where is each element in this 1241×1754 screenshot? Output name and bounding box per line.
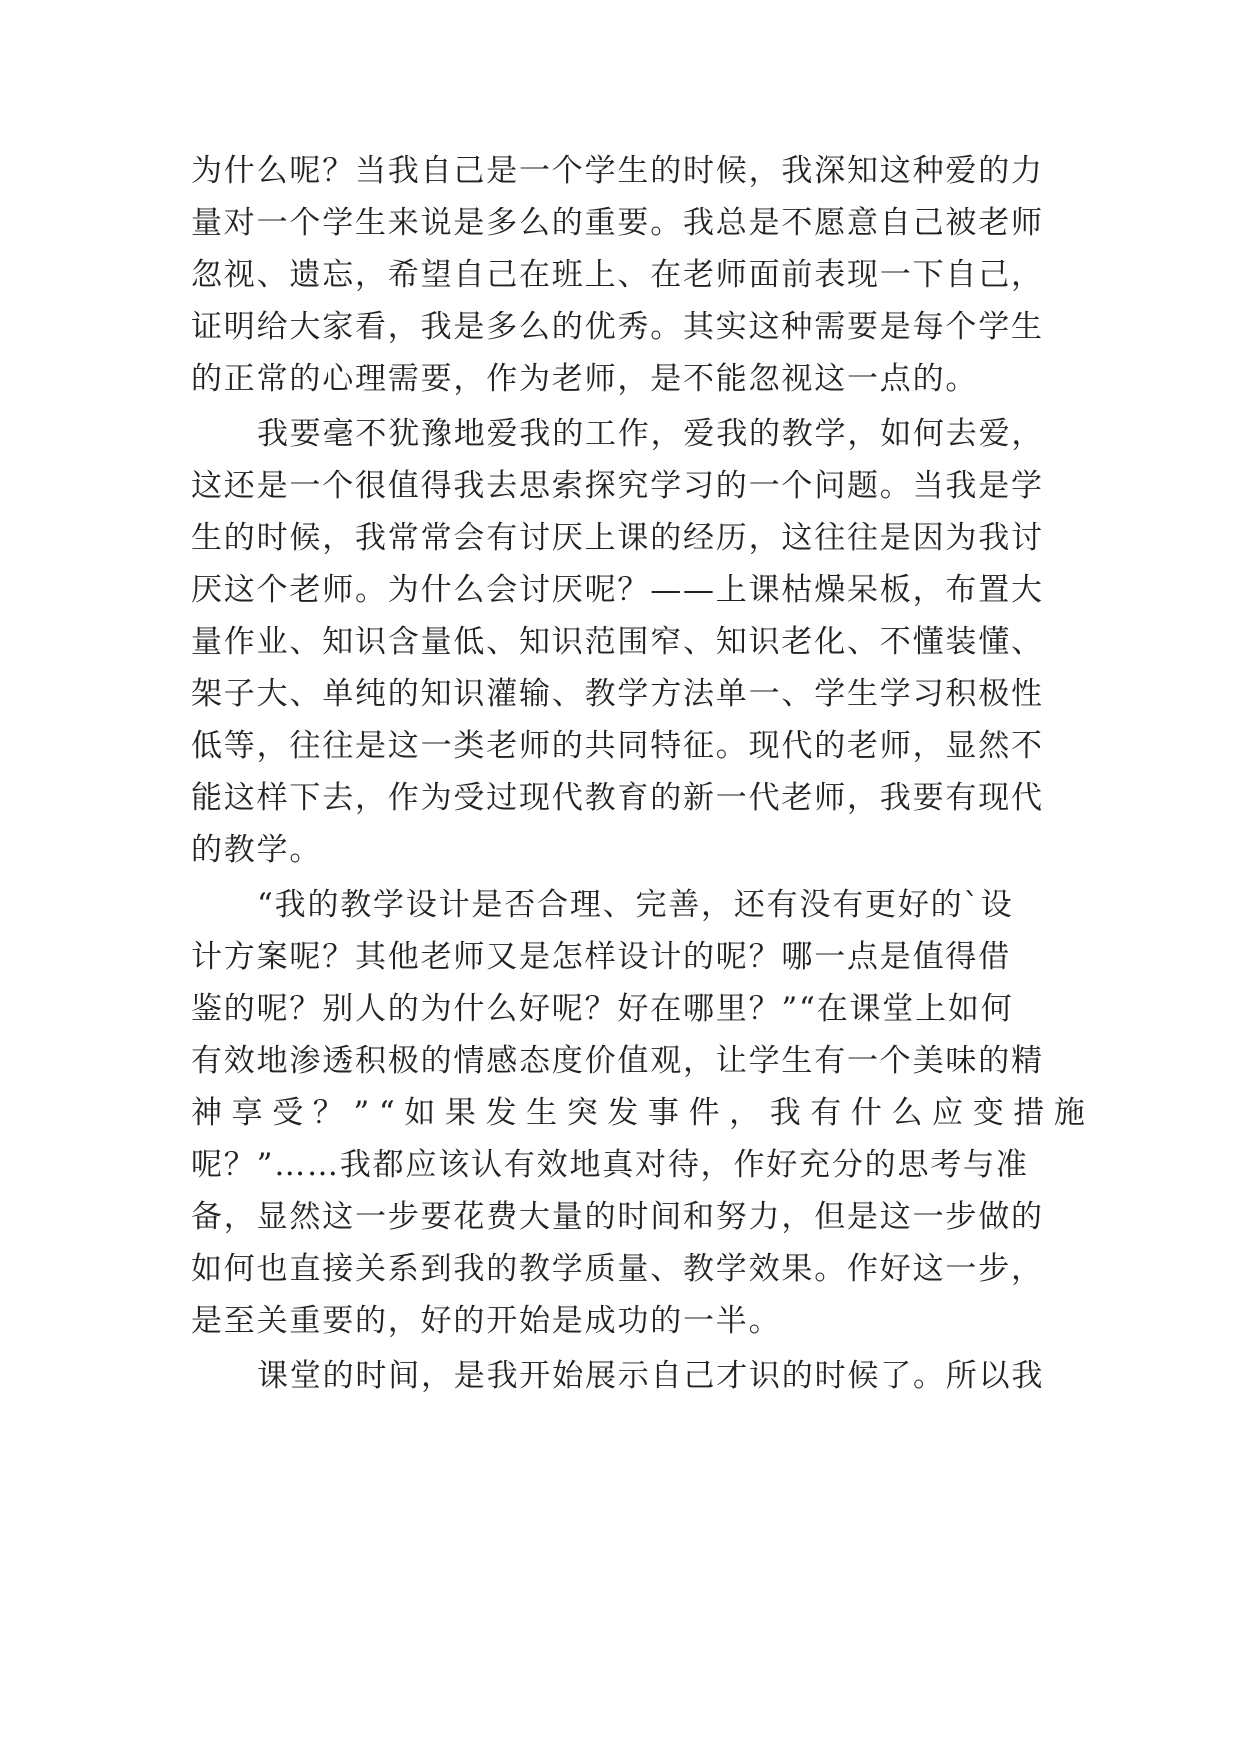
text-line: 架子大、单纯的知识灌输、教学方法单一、学生学习积极性 [191,676,1044,712]
text-line: 如何也直接关系到我的教学质量、教学效果。作好这一步， [191,1251,1044,1287]
text-line: 我要毫不犹豫地爱我的工作，爱我的教学，如何去爱， [257,416,1045,452]
text-line: 的教学。 [191,832,323,868]
text-line: 厌这个老师。为什么会讨厌呢？——上课枯燥呆板，布置大 [191,572,1044,608]
text-line: “我的教学设计是否合理、完善，还有没有更好的`设 [257,887,1014,923]
text-line: 计方案呢？其他老师又是怎样设计的呢？哪一点是值得借 [191,939,1011,975]
text-line: 备，显然这一步要花费大量的时间和努力，但是这一步做的 [191,1199,1044,1235]
text-line: 神享受？”“如果发生突发事件，我有什么应变措施 [191,1095,1095,1131]
text-line: 课堂的时间，是我开始展示自己才识的时候了。所以我 [257,1358,1045,1394]
text-line: 呢？”……我都应该认有效地真对待，作好充分的思考与准 [191,1147,1029,1183]
text-line: 量对一个学生来说是多么的重要。我总是不愿意自己被老师 [191,205,1044,241]
text-line: 有效地渗透积极的情感态度价值观，让学生有一个美味的精 [191,1043,1044,1079]
text-line: 量作业、知识含量低、知识范围窄、知识老化、不懂装懂、 [191,624,1044,660]
text-line: 生的时候，我常常会有讨厌上课的经历，这往往是因为我讨 [191,520,1044,556]
text-line: 低等，往往是这一类老师的共同特征。现代的老师，显然不 [191,728,1044,764]
text-line: 忽视、遗忘，希望自己在班上、在老师面前表现一下自己， [191,257,1044,293]
text-line: 是至关重要的，好的开始是成功的一半。 [191,1303,782,1339]
document-page [191,0,1095,1754]
text-line: 能这样下去，作为受过现代教育的新一代老师，我要有现代 [191,780,1044,816]
text-line: 证明给大家看，我是多么的优秀。其实这种需要是每个学生 [191,309,1044,345]
text-line: 为什么呢？当我自己是一个学生的时候，我深知这种爱的力 [191,153,1044,189]
text-line: 这还是一个很值得我去思索探究学习的一个问题。当我是学 [191,468,1044,504]
text-line: 鉴的呢？别人的为什么好呢？好在哪里？”“在课堂上如何 [191,991,1014,1027]
text-line: 的正常的心理需要，作为老师，是不能忽视这一点的。 [191,361,979,397]
